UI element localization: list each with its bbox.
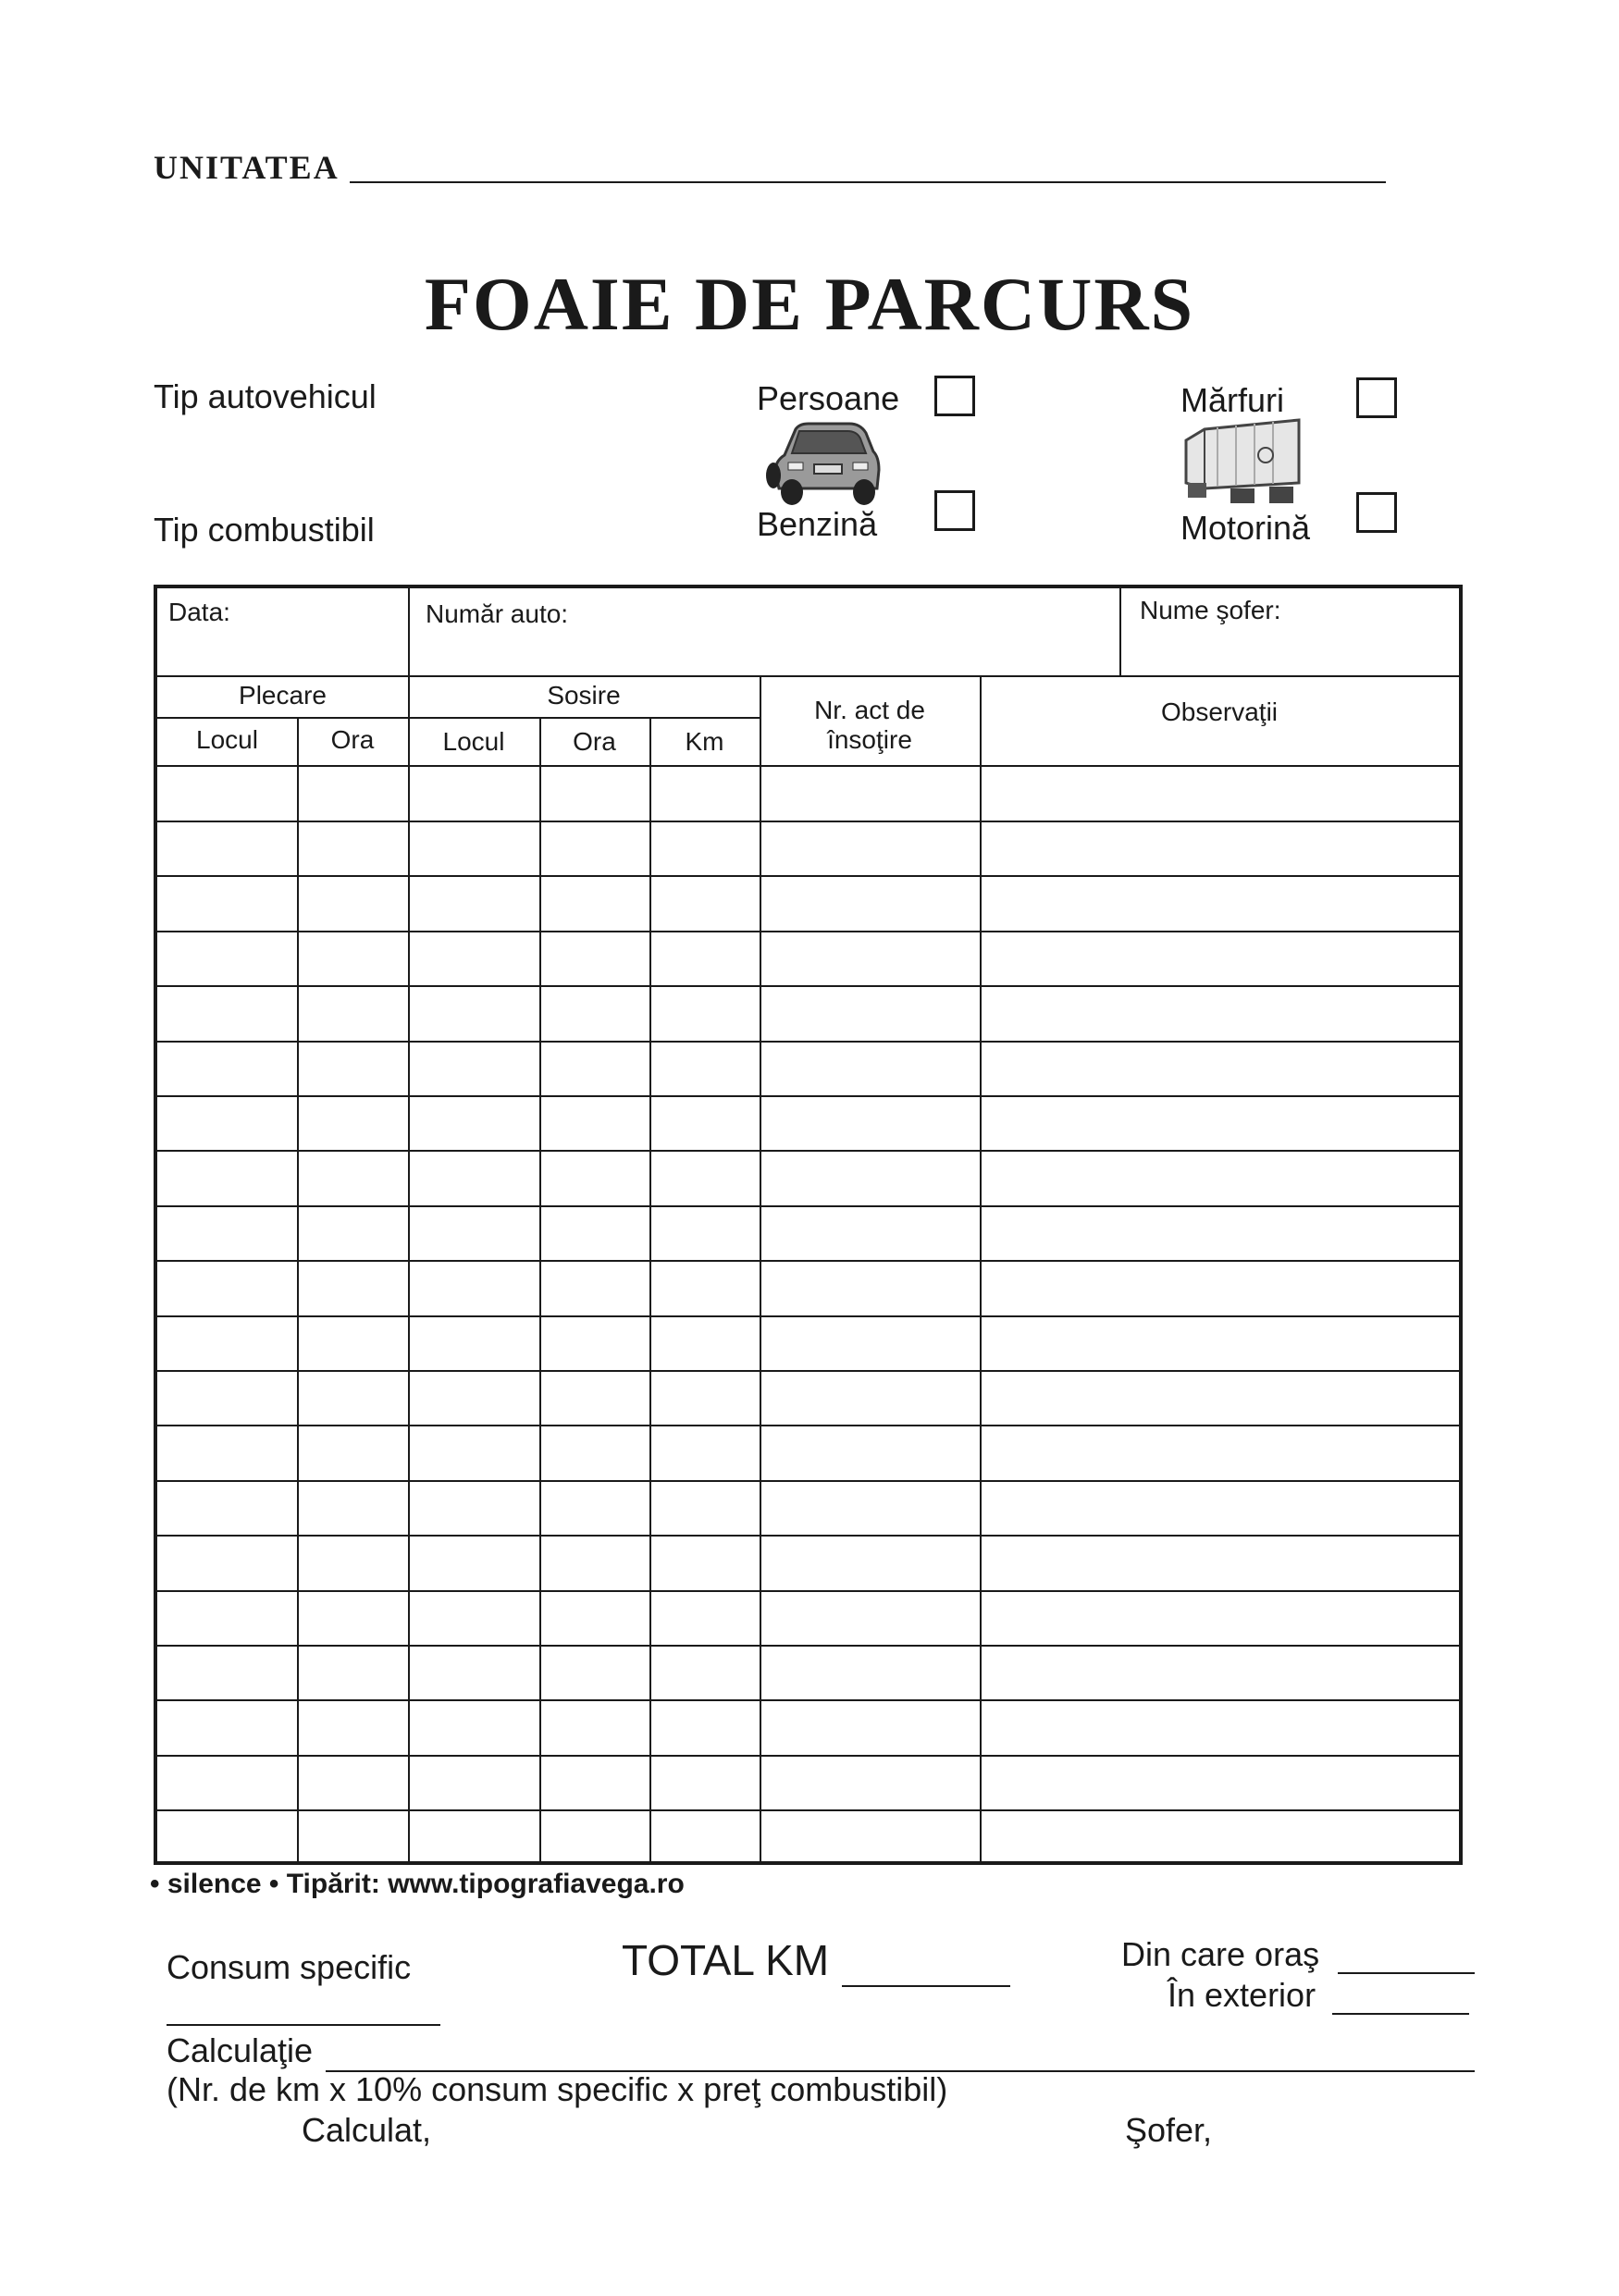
total-km-field[interactable]: [842, 1985, 1010, 1987]
calculation-formula: (Nr. de km x 10% consum specific x preţ combustibil): [167, 2070, 948, 2108]
vehicle-type-label: Tip autovehicul: [154, 377, 377, 415]
benzina-checkbox[interactable]: [934, 490, 975, 531]
departure-place-header: Locul: [196, 725, 258, 754]
departure-header: Plecare: [239, 681, 327, 710]
car-icon: [764, 418, 884, 507]
driver-signature-label: Şofer,: [1125, 2111, 1213, 2149]
total-km-label: TOTAL KM: [622, 1936, 830, 1984]
document-number-header: Nr. act de însoţire: [814, 696, 925, 754]
km-header: Km: [685, 727, 724, 756]
exterior-km-label: În exterior: [1168, 1976, 1316, 2014]
route-table: [154, 585, 1463, 1865]
arrival-place-header: Locul: [442, 727, 505, 756]
date-label: Data:: [168, 598, 230, 626]
car-number-label: Număr auto:: [426, 599, 569, 628]
arrival-time-header: Ora: [573, 727, 616, 756]
city-km-label: Din care oraş: [1121, 1935, 1320, 1973]
city-km-field[interactable]: [1338, 1972, 1475, 1974]
fuel-type-label: Tip combustibil: [154, 511, 375, 549]
page-title: FOAIE DE PARCURS: [424, 262, 1195, 346]
observations-header: Observaţii: [1160, 697, 1279, 726]
motorina-label: Motorină: [1180, 509, 1311, 547]
departure-time-header: Ora: [330, 725, 375, 754]
marfuri-checkbox[interactable]: [1356, 377, 1397, 418]
unit-label: UNITATEA: [154, 149, 340, 186]
arrival-header: Sosire: [547, 681, 621, 710]
persoane-label: Persoane: [757, 379, 900, 417]
printer-credit: • silence • Tipărit: www.tipografiavega.ro: [150, 1869, 685, 1899]
calculation-label: Calculaţie: [167, 2031, 314, 2069]
exterior-km-field[interactable]: [1332, 2013, 1469, 2015]
consum-specific-field[interactable]: [167, 2024, 440, 2026]
motorina-checkbox[interactable]: [1356, 492, 1397, 533]
driver-name-label: Nume şofer:: [1140, 596, 1281, 624]
truck-icon: [1180, 414, 1304, 507]
benzina-label: Benzină: [757, 505, 878, 543]
calculated-by-label: Calculat,: [302, 2111, 432, 2149]
persoane-checkbox[interactable]: [934, 376, 975, 416]
unit-field[interactable]: [350, 181, 1386, 183]
consum-specific-label: Consum specific: [167, 1948, 412, 1986]
marfuri-label: Mărfuri: [1180, 381, 1285, 419]
